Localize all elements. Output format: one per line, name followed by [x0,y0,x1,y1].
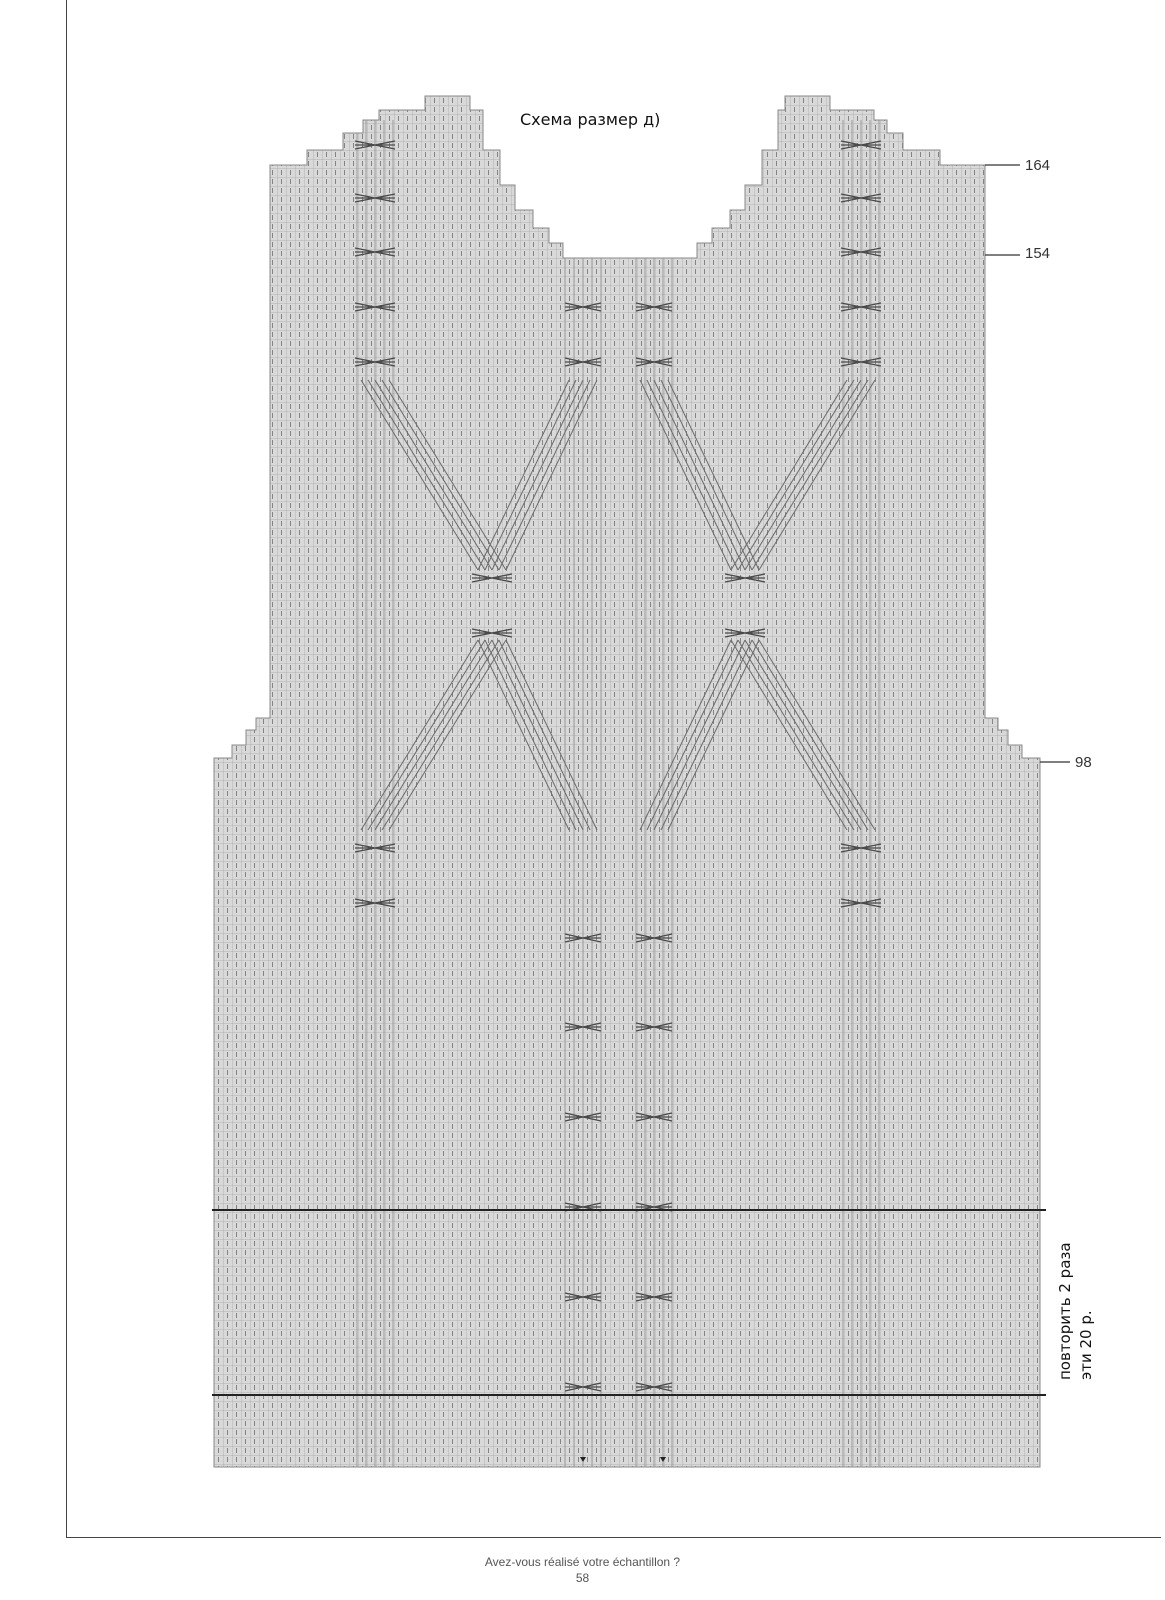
footer-question: Avez-vous réalisé votre échantillon ? [484,1555,681,1569]
repeat-note-line2: эти 20 р. [1077,1310,1095,1380]
blank-patch [100,62,295,120]
repeat-note-line1: повторить 2 раза [1056,1242,1074,1380]
repeat-note [1055,1180,1097,1380]
blank-patch [510,30,740,86]
row-label-164: 164 [1025,157,1051,174]
chart-title: Схема размер д) [520,110,661,129]
page-number: 58 [575,1571,590,1585]
row-label-154: 154 [1025,245,1051,262]
chart-grid [214,96,1040,1467]
row-label-98: 98 [1075,754,1092,771]
